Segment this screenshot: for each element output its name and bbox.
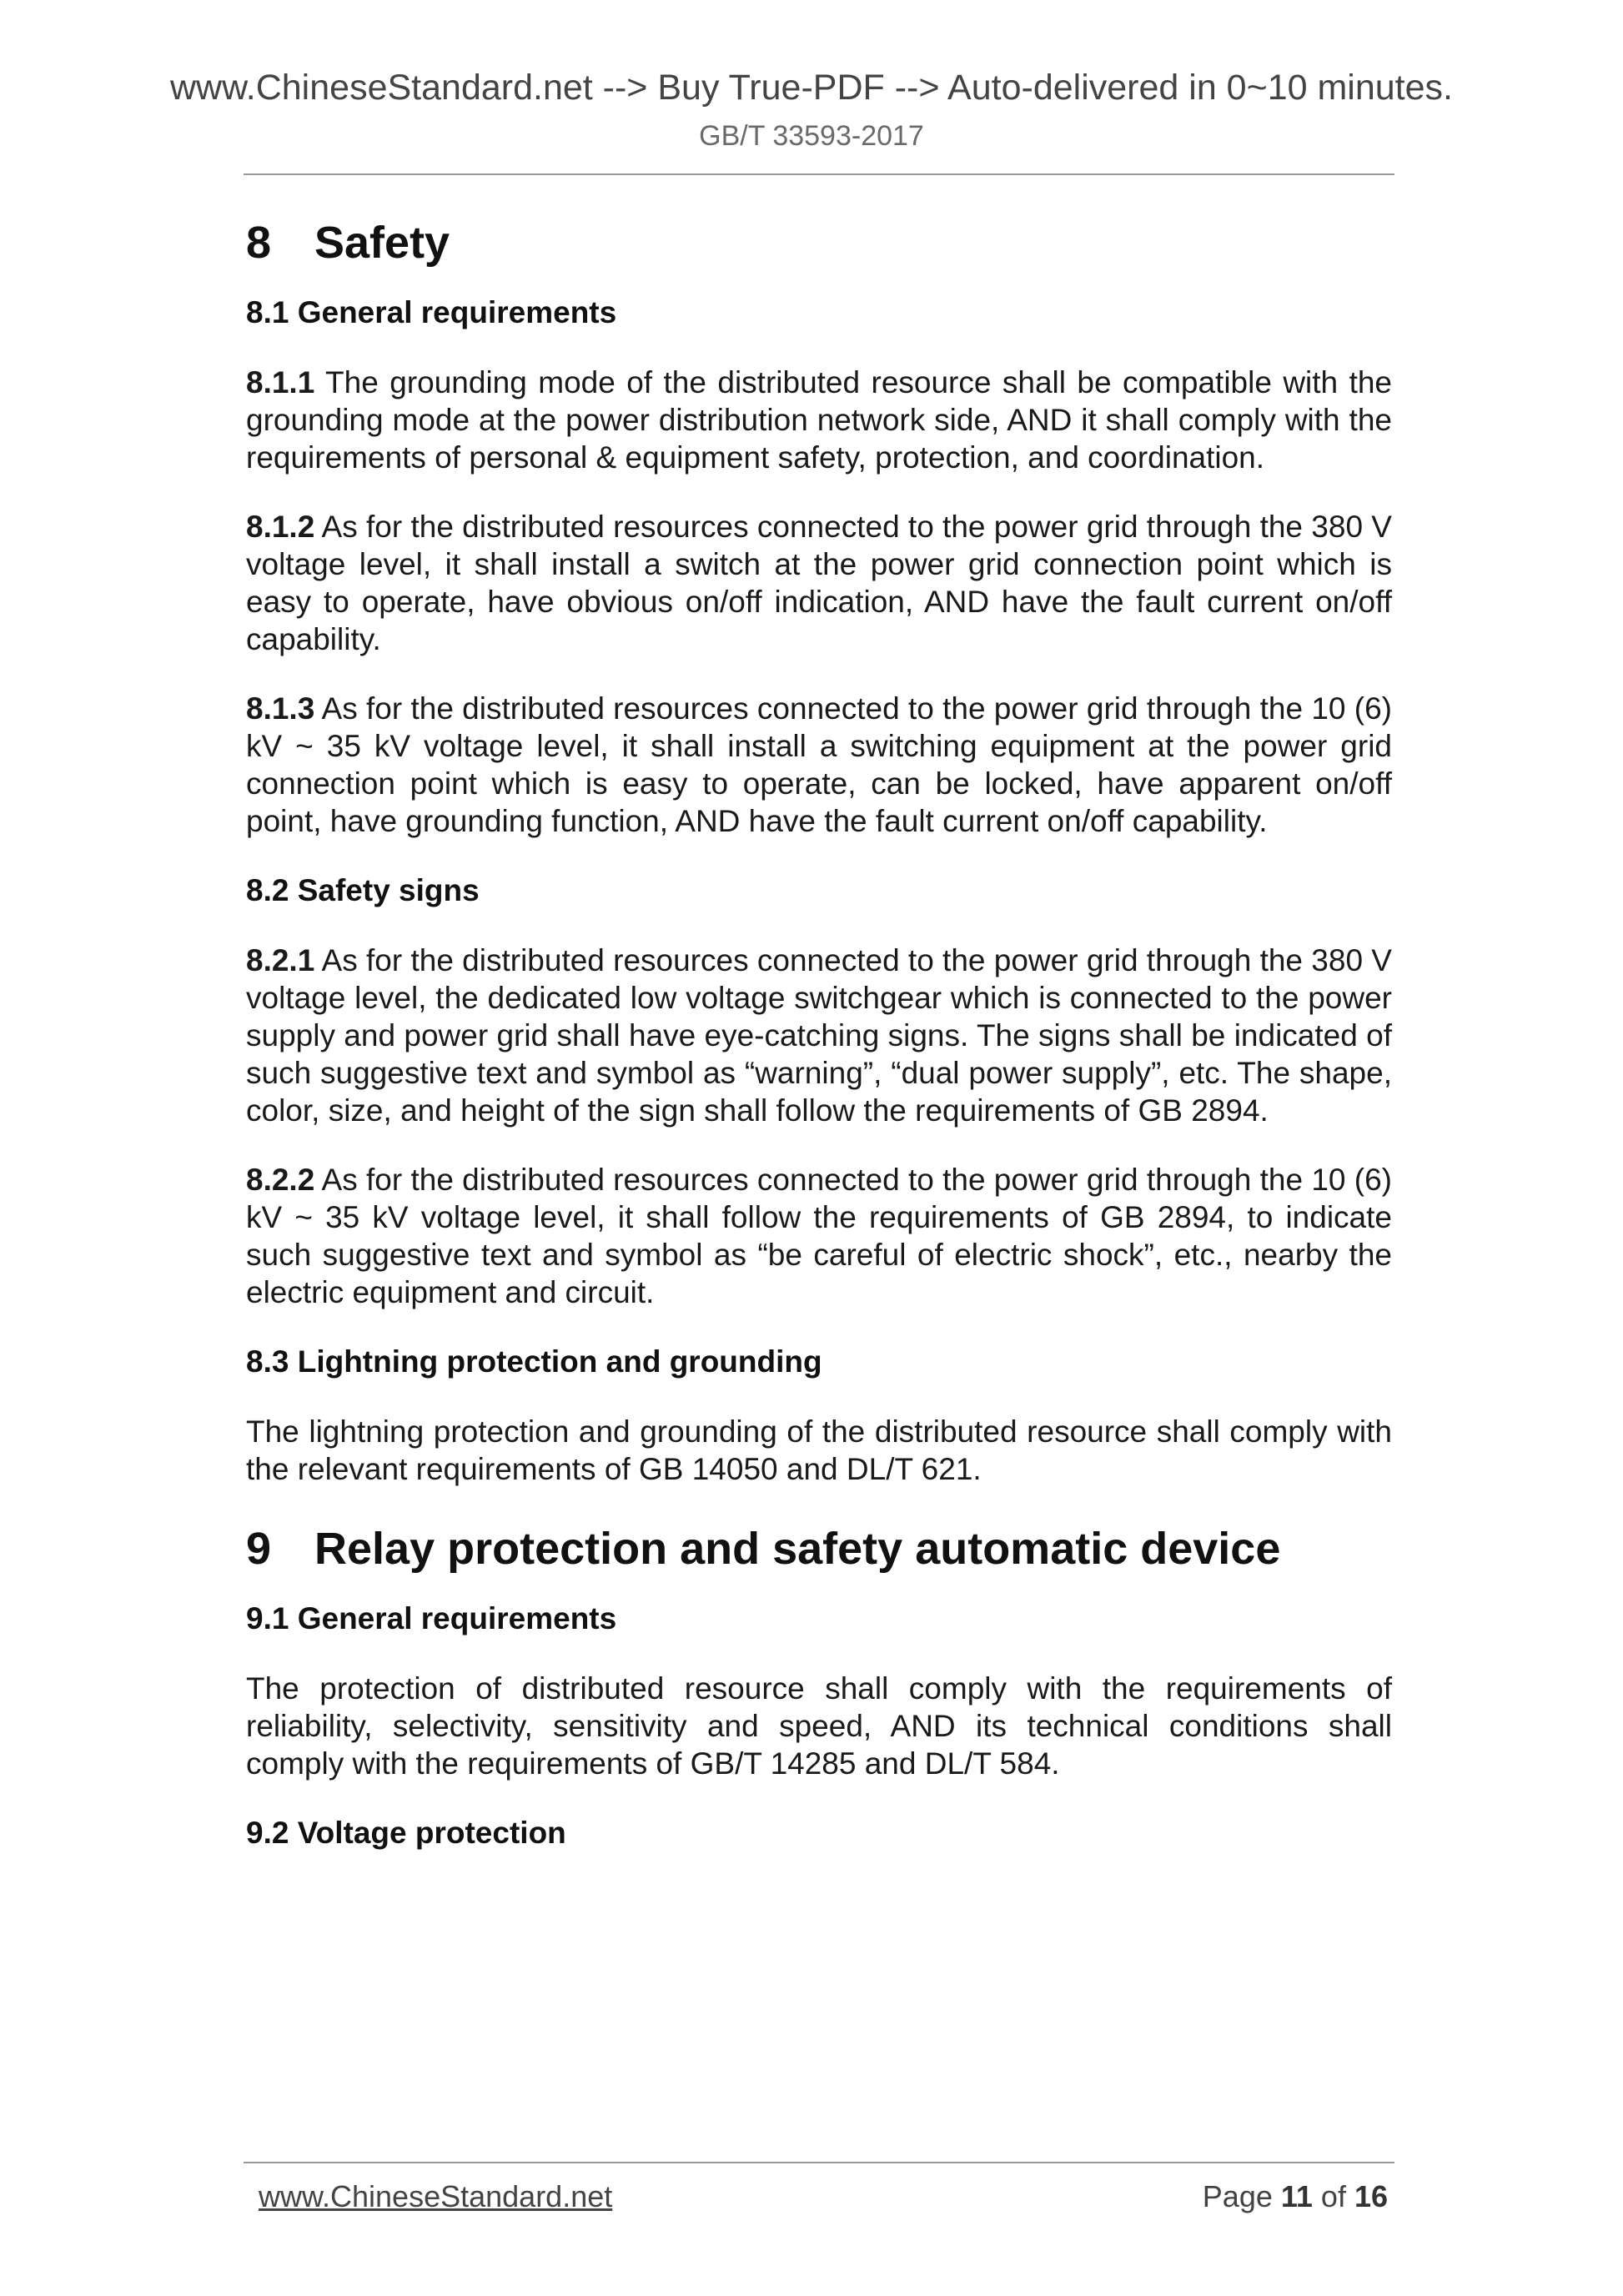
section-8-3-paragraph: The lightning protection and grounding of the distributed resource shall comply with the relevant requirements of GB 14050 and DL/T 621. [246, 1414, 1392, 1486]
clause-8-2-2-text: As for the distributed resources connected to the power grid through the 10 (6) kV ~ 35 kV voltage level, it shall follow the requirements of GB 2894, to indicate such suggestive text and symbol as “be careful of electric shock”, etc., nearby the electric equipment and circuit. [246, 1163, 1392, 1309]
clause-8-1-3-text: As for the distributed resources connected to the power grid through the 10 (6) kV ~ 35 kV voltage level, it shall install a switching equipment at the power grid connection point which is easy to operate, can be locked, have apparent on/off point, have grounding function, AND have the fault current on/off capability. [246, 691, 1392, 838]
page-of: of [1312, 2179, 1354, 2213]
footer-site-link[interactable]: www.ChineseStandard.net [259, 2179, 613, 2213]
clause-8-2-1-text: As for the distributed resources connected to the power grid through the 380 V voltage level, the dedicated low voltage switchgear which is connected to the power supply and power grid shall have eye-catching signs. The signs shall be indicated of such suggestive text and symbol as “warning”, “dual power supply”, etc. The shape, color, size, and height of the sign shall follow the requirements of GB 2894. [246, 943, 1392, 1128]
clause-8-2-2-number: 8.2.2 [246, 1163, 315, 1197]
standard-code: GB/T 33593-2017 [699, 120, 924, 152]
page-total: 16 [1354, 2179, 1388, 2213]
header-divider [244, 173, 1394, 175]
page-current: 11 [1280, 2179, 1313, 2213]
section-8-number: 8 [246, 218, 272, 268]
section-8-1-heading: 8.1 General requirements [246, 295, 617, 329]
section-9-heading [246, 1520, 1392, 1578]
section-9-1-paragraph: The protection of distributed resource shall comply with the requirements of reliability, selectivity, sensitivity and speed, AND its technical conditions shall comply with the requirements of GB/T 14285 and DL/T 584. [246, 1671, 1392, 1781]
section-8-heading [246, 214, 1392, 272]
clause-8-2-2 [246, 1161, 1392, 1311]
document-body [246, 214, 1392, 1852]
section-8-title: Safety [314, 218, 450, 268]
clause-8-1-2 [246, 508, 1392, 658]
section-9-2-heading: 9.2 Voltage protection [246, 1816, 566, 1850]
section-9-title: Relay protection and safety automatic device [314, 1524, 1281, 1574]
footer-divider [244, 2162, 1394, 2163]
clause-8-1-1-text: The grounding mode of the distributed resource shall be compatible with the grounding mode at the power distribution network side, AND it shall comply with the requirements of personal & equipment safety, protection, and coordination. [246, 365, 1392, 475]
section-8-2-heading: 8.2 Safety signs [246, 873, 480, 907]
section-9-number: 9 [246, 1524, 272, 1574]
clause-8-1-3-number: 8.1.3 [246, 691, 315, 726]
section-8-3-heading: 8.3 Lightning protection and grounding [246, 1344, 822, 1379]
section-9-1-heading: 9.1 General requirements [246, 1601, 617, 1635]
clause-8-1-1 [246, 364, 1392, 476]
clause-8-2-1-number: 8.2.1 [246, 943, 315, 977]
clause-8-1-3 [246, 690, 1392, 840]
page-prefix: Page [1202, 2179, 1281, 2213]
clause-8-1-2-number: 8.1.2 [246, 510, 315, 544]
header-banner: www.ChineseStandard.net --> Buy True-PDF --> Auto-delivered in 0~10 minutes. [169, 68, 1453, 108]
clause-8-2-1 [246, 942, 1392, 1129]
clause-8-1-1-number: 8.1.1 [246, 365, 315, 399]
page-indicator [1203, 2178, 1388, 2216]
clause-8-1-2-text: As for the distributed resources connected to the power grid through the 380 V voltage level, it shall install a switch at the power grid connection point which is easy to operate, have obvious on/off indication, AND have the fault current on/off capability. [246, 510, 1392, 656]
